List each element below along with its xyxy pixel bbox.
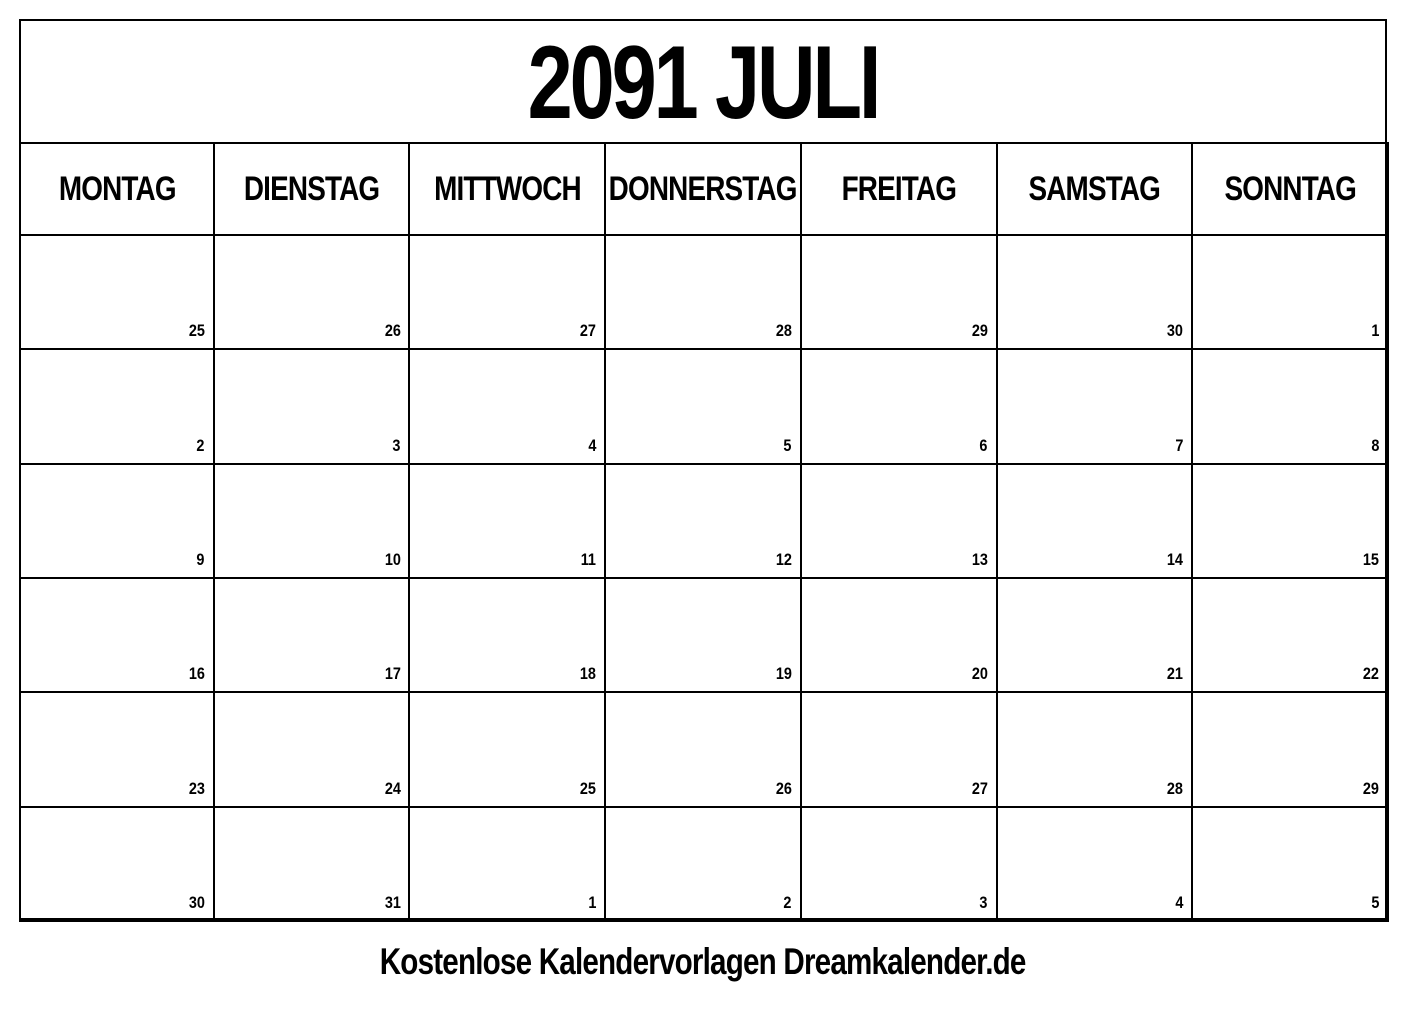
day-number: 9	[196, 550, 205, 569]
day-number: 11	[580, 550, 597, 569]
day-cell	[802, 350, 998, 464]
day-cell	[802, 579, 998, 693]
weekday-header-monday	[19, 144, 215, 236]
day-cell	[998, 350, 1194, 464]
day-number: 27	[580, 321, 597, 341]
day-number: 26	[775, 778, 792, 798]
day-cell	[606, 808, 802, 922]
day-number: 4	[1175, 893, 1184, 912]
day-number: 28	[1167, 778, 1184, 798]
day-number: 22	[1362, 664, 1379, 684]
day-cell	[410, 236, 606, 350]
day-number: 6	[979, 435, 988, 455]
day-number: 27	[971, 778, 988, 798]
day-number: 3	[392, 435, 401, 455]
weekday-label: DONNERSTAG	[608, 169, 797, 208]
calendar	[19, 19, 1387, 920]
day-cell	[1193, 808, 1389, 922]
day-cell	[802, 236, 998, 350]
day-number: 1	[1370, 321, 1379, 341]
day-number: 2	[783, 893, 792, 912]
day-cell	[215, 465, 411, 579]
weekday-header-wednesday	[410, 144, 606, 236]
day-cell	[19, 350, 215, 464]
weekday-header-friday	[802, 144, 998, 236]
day-cell	[606, 465, 802, 579]
day-number: 14	[1167, 550, 1184, 569]
day-cell	[215, 350, 411, 464]
day-cell	[19, 465, 215, 579]
day-cell	[606, 579, 802, 693]
day-cell	[410, 465, 606, 579]
day-number: 15	[1362, 550, 1379, 569]
day-number: 23	[188, 778, 205, 798]
day-number: 30	[188, 893, 205, 912]
day-cell	[1193, 350, 1389, 464]
day-number: 26	[384, 321, 401, 341]
day-cell	[410, 350, 606, 464]
day-number: 31	[384, 893, 401, 912]
day-number: 16	[188, 664, 205, 684]
day-cell	[215, 808, 411, 922]
day-number: 2	[196, 435, 205, 455]
day-cell	[998, 693, 1194, 807]
day-number: 20	[971, 664, 988, 684]
day-number: 3	[979, 893, 988, 912]
weekday-header-thursday	[606, 144, 802, 236]
day-cell	[998, 236, 1194, 350]
day-cell	[19, 808, 215, 922]
day-number: 5	[1370, 893, 1379, 912]
day-cell	[19, 693, 215, 807]
day-number: 28	[775, 321, 792, 341]
day-number: 25	[188, 321, 205, 341]
day-cell	[802, 465, 998, 579]
day-number: 10	[384, 550, 401, 569]
day-cell	[802, 808, 998, 922]
day-number: 1	[588, 893, 597, 912]
weekday-header-tuesday	[215, 144, 411, 236]
footer-text: Kostenlose Kalendervorlagen Dreamkalender.de	[380, 941, 1026, 982]
day-number: 19	[775, 664, 792, 684]
calendar-title: 2091 JULI	[527, 24, 879, 141]
day-cell	[998, 808, 1194, 922]
day-cell	[410, 808, 606, 922]
day-cell	[410, 579, 606, 693]
weekday-label: DIENSTAG	[243, 169, 380, 208]
day-cell	[215, 236, 411, 350]
day-number: 12	[775, 550, 792, 569]
day-number: 29	[971, 321, 988, 341]
day-cell	[1193, 236, 1389, 350]
day-cell	[215, 693, 411, 807]
day-number: 21	[1167, 664, 1184, 684]
day-number: 24	[384, 778, 401, 798]
day-cell	[1193, 579, 1389, 693]
day-cell	[1193, 465, 1389, 579]
day-cell	[19, 236, 215, 350]
weekday-label: MONTAG	[58, 169, 176, 208]
day-number: 8	[1370, 435, 1379, 455]
weekday-label: SONNTAG	[1224, 169, 1356, 208]
day-cell	[998, 465, 1194, 579]
day-number: 30	[1167, 321, 1184, 341]
day-cell	[1193, 693, 1389, 807]
weekday-header-saturday	[998, 144, 1194, 236]
day-number: 17	[384, 664, 401, 684]
weekday-label: SAMSTAG	[1028, 169, 1161, 208]
day-number: 4	[588, 435, 597, 455]
day-number: 18	[580, 664, 597, 684]
day-cell	[215, 579, 411, 693]
day-cell	[606, 350, 802, 464]
day-cell	[19, 579, 215, 693]
day-number: 25	[580, 778, 597, 798]
day-cell	[606, 236, 802, 350]
day-number: 7	[1175, 435, 1184, 455]
day-cell	[802, 693, 998, 807]
footer	[0, 938, 1406, 986]
weekday-label: MITTWOCH	[433, 169, 581, 208]
day-number: 5	[783, 435, 792, 455]
day-cell	[606, 693, 802, 807]
day-number: 29	[1362, 778, 1379, 798]
weekday-header-sunday	[1193, 144, 1389, 236]
calendar-grid	[19, 142, 1389, 922]
weekday-label: FREITAG	[841, 169, 956, 208]
day-cell	[998, 579, 1194, 693]
day-number: 13	[971, 550, 988, 569]
day-cell	[410, 693, 606, 807]
